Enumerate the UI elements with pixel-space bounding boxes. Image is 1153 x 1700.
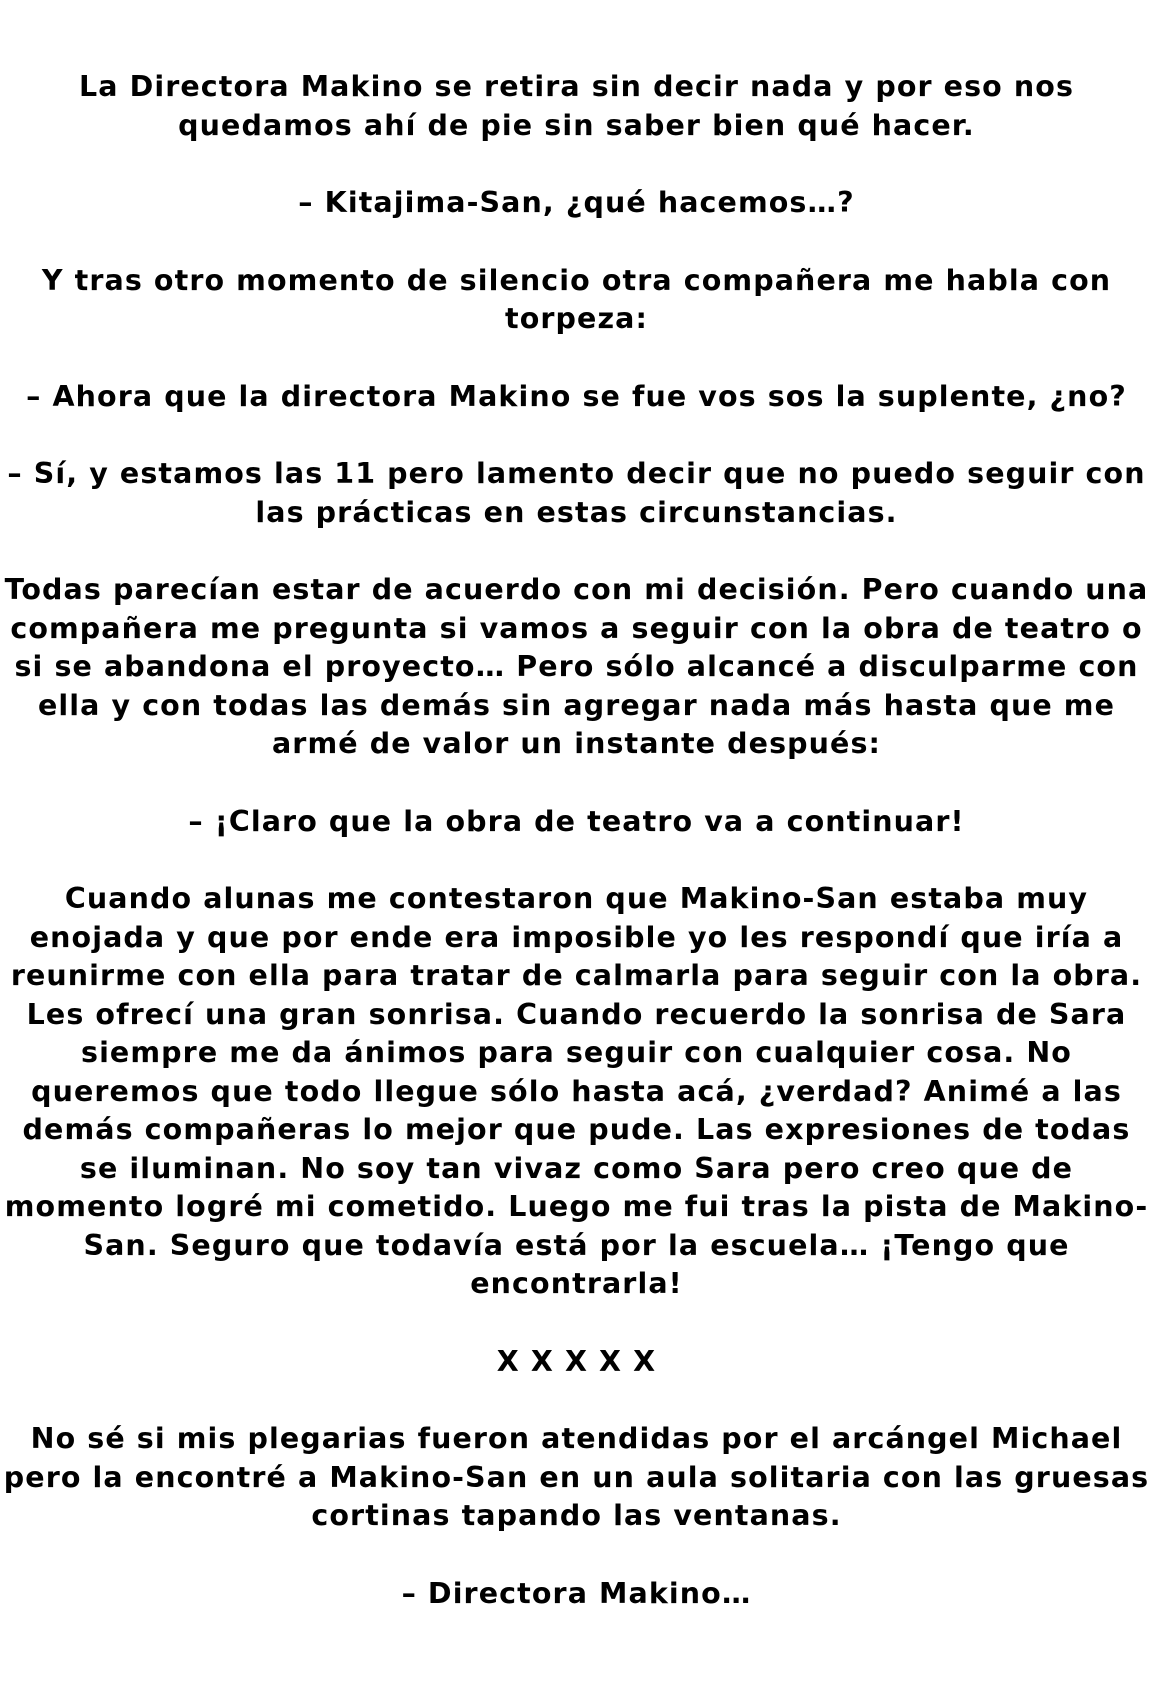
paragraph-narration-4: Cuando alunas me contestaron que Makino-San estaba muy enojada y que por ende era imposible yo les respondí que iría a reunirme con ella para tratar de calmarla para seguir con la obra. Les ofrecí una gran sonrisa. Cuando recuerdo la sonrisa de Sara siempre me da ánimos para seguir con cualquier cosa. No queremos que todo llegue sólo hasta acá, ¿verdad? Animé a las demás compañeras lo mejor que pude. Las expresiones de todas se iluminan. No soy tan vivaz como Sara pero creo que de momento logré mi cometido. Luego me fui tras la pista de Makino-San. Seguro que todavía está por la escuela… ¡Tengo que encontrarla! <box>4 882 1149 1300</box>
scene-separator: X X X X X <box>496 1344 657 1378</box>
paragraph-dialogue-3: – Sí, y estamos las 11 pero lamento decir que no puedo seguir con las prácticas en estas circunstancias. <box>7 457 1146 529</box>
paragraph-dialogue-2: – Ahora que la directora Makino se fue vos sos la suplente, ¿no? <box>26 379 1127 413</box>
paragraph-dialogue-1: – Kitajima-San, ¿qué hacemos…? <box>298 186 855 219</box>
paragraph-narration-1: La Directora Makino se retira sin decir nada y por eso nos quedamos ahí de pie sin saber bien qué hacer. <box>78 70 1075 142</box>
paragraph-narration-3: Todas parecían estar de acuerdo con mi decisión. Pero cuando una compañera me pregunta si vamos a seguir con la obra de teatro o si se abandona el proyecto… Pero sólo alcancé a disculparme con ella y con todas las demás sin agregar nada más hasta que me armé de valor un instante después: <box>4 573 1149 760</box>
paragraph-dialogue-4: – ¡Claro que la obra de teatro va a continuar! <box>188 804 965 838</box>
paragraph-narration-2: Y tras otro momento de silencio otra compañera me habla con torpeza: <box>41 263 1112 335</box>
paragraph-dialogue-5: – Directora Makino… <box>401 1576 752 1610</box>
paragraph-narration-5: No sé si mis plegarias fueron atendidas por el arcángel Michael pero la encontré a Makino-San en un aula solitaria con las gruesas cortinas tapando las ventanas. <box>3 1422 1150 1532</box>
